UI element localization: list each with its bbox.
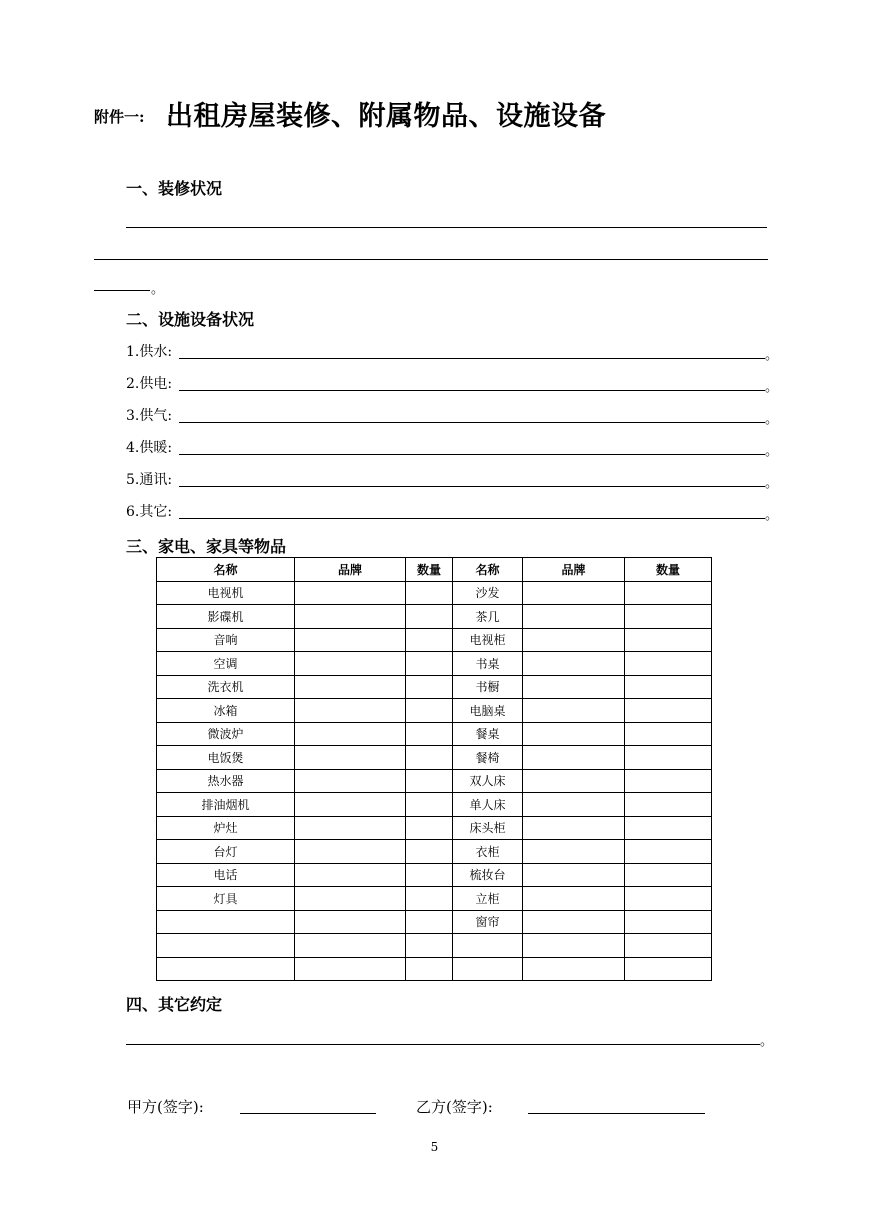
brand-cell[interactable] xyxy=(295,605,406,629)
facility-input-line[interactable] xyxy=(179,358,765,359)
quantity-cell[interactable] xyxy=(625,816,712,840)
quantity-cell[interactable] xyxy=(625,722,712,746)
table-row xyxy=(157,746,712,770)
table-row xyxy=(157,699,712,723)
table-row xyxy=(157,957,712,981)
item-name-cell xyxy=(157,934,295,958)
other-heading: 四、其它约定 xyxy=(126,995,223,1014)
quantity-cell[interactable] xyxy=(406,910,453,934)
facility-input-line[interactable] xyxy=(179,486,765,487)
column-header: 名称 xyxy=(453,558,523,582)
brand-cell[interactable] xyxy=(523,769,625,793)
facility-end-mark: 。 xyxy=(765,380,779,395)
item-name-cell: 洗衣机 xyxy=(157,675,295,699)
brand-cell[interactable] xyxy=(523,652,625,676)
item-name-cell: 微波炉 xyxy=(157,722,295,746)
brand-cell[interactable] xyxy=(295,675,406,699)
brand-cell[interactable] xyxy=(523,793,625,817)
facility-label: 4.供暖: xyxy=(126,440,173,456)
item-name-cell: 冰箱 xyxy=(157,699,295,723)
item-name-cell: 电脑桌 xyxy=(453,699,523,723)
other-end-mark: 。 xyxy=(760,1034,774,1049)
quantity-cell[interactable] xyxy=(625,628,712,652)
decoration-line-1[interactable] xyxy=(126,227,767,228)
quantity-cell[interactable] xyxy=(625,934,712,958)
decoration-line-2[interactable] xyxy=(94,259,768,260)
facility-label: 6.其它: xyxy=(126,504,173,520)
brand-cell[interactable] xyxy=(295,840,406,864)
column-header: 数量 xyxy=(625,558,712,582)
decoration-line-3[interactable] xyxy=(94,290,150,291)
facility-label: 2.供电: xyxy=(126,376,173,392)
quantity-cell[interactable] xyxy=(625,910,712,934)
brand-cell[interactable] xyxy=(295,910,406,934)
brand-cell[interactable] xyxy=(523,746,625,770)
quantity-cell[interactable] xyxy=(625,605,712,629)
item-name-cell: 单人床 xyxy=(453,793,523,817)
item-name-cell: 电视机 xyxy=(157,581,295,605)
item-name-cell xyxy=(157,957,295,981)
column-header: 名称 xyxy=(157,558,295,582)
party-b-label: 乙方(签字): xyxy=(416,1098,493,1116)
item-name-cell: 电饭煲 xyxy=(157,746,295,770)
facility-input-line[interactable] xyxy=(179,454,765,455)
brand-cell[interactable] xyxy=(523,699,625,723)
item-name-cell xyxy=(453,957,523,981)
quantity-cell[interactable] xyxy=(406,957,453,981)
quantity-cell[interactable] xyxy=(625,581,712,605)
brand-cell[interactable] xyxy=(523,863,625,887)
party-b-signature-line[interactable] xyxy=(528,1113,705,1114)
quantity-cell[interactable] xyxy=(406,628,453,652)
brand-cell[interactable] xyxy=(523,605,625,629)
table-row xyxy=(157,934,712,958)
brand-cell[interactable] xyxy=(295,699,406,723)
table-row xyxy=(157,887,712,911)
item-name-cell: 热水器 xyxy=(157,769,295,793)
item-name-cell: 书桌 xyxy=(453,652,523,676)
title-prefix: 附件一: xyxy=(94,108,145,126)
item-name-cell: 衣柜 xyxy=(453,840,523,864)
appliances-heading: 三、家电、家具等物品 xyxy=(126,537,287,556)
table-row xyxy=(157,769,712,793)
facility-input-line[interactable] xyxy=(179,422,765,423)
quantity-cell[interactable] xyxy=(406,699,453,723)
brand-cell[interactable] xyxy=(523,957,625,981)
page-number: 5 xyxy=(430,1140,439,1154)
quantity-cell[interactable] xyxy=(625,957,712,981)
quantity-cell[interactable] xyxy=(406,769,453,793)
brand-cell[interactable] xyxy=(523,910,625,934)
facility-end-mark: 。 xyxy=(765,412,779,427)
quantity-cell[interactable] xyxy=(406,793,453,817)
table-row xyxy=(157,652,712,676)
quantity-cell[interactable] xyxy=(406,652,453,676)
item-name-cell xyxy=(157,910,295,934)
brand-cell[interactable] xyxy=(295,746,406,770)
party-a-signature-line[interactable] xyxy=(240,1113,376,1114)
quantity-cell[interactable] xyxy=(625,746,712,770)
brand-cell[interactable] xyxy=(523,816,625,840)
brand-cell[interactable] xyxy=(523,722,625,746)
page-title: 出租房屋装修、附属物品、设施设备 xyxy=(166,101,606,132)
quantity-cell[interactable] xyxy=(625,793,712,817)
facility-end-mark: 。 xyxy=(765,476,779,491)
brand-cell[interactable] xyxy=(295,581,406,605)
quantity-cell[interactable] xyxy=(625,699,712,723)
column-header: 品牌 xyxy=(295,558,406,582)
table-row xyxy=(157,628,712,652)
quantity-cell[interactable] xyxy=(625,675,712,699)
facility-label: 3.供气: xyxy=(126,408,173,424)
facility-end-mark: 。 xyxy=(765,508,779,523)
quantity-cell[interactable] xyxy=(406,675,453,699)
item-name-cell: 排油烟机 xyxy=(157,793,295,817)
item-name-cell: 台灯 xyxy=(157,840,295,864)
decoration-end-mark: 。 xyxy=(151,282,165,297)
table-row xyxy=(157,816,712,840)
column-header: 品牌 xyxy=(523,558,625,582)
brand-cell[interactable] xyxy=(295,863,406,887)
table-row xyxy=(157,581,712,605)
item-name-cell: 书橱 xyxy=(453,675,523,699)
brand-cell[interactable] xyxy=(523,628,625,652)
quantity-cell[interactable] xyxy=(625,887,712,911)
brand-cell[interactable] xyxy=(295,628,406,652)
table-row xyxy=(157,840,712,864)
brand-cell[interactable] xyxy=(295,816,406,840)
table-row xyxy=(157,910,712,934)
brand-cell[interactable] xyxy=(295,722,406,746)
quantity-cell[interactable] xyxy=(625,840,712,864)
brand-cell[interactable] xyxy=(523,934,625,958)
quantity-cell[interactable] xyxy=(625,769,712,793)
decoration-heading: 一、装修状况 xyxy=(126,179,223,198)
brand-cell[interactable] xyxy=(523,581,625,605)
item-name-cell: 梳妆台 xyxy=(453,863,523,887)
item-name-cell: 沙发 xyxy=(453,581,523,605)
quantity-cell[interactable] xyxy=(625,863,712,887)
table-body xyxy=(157,581,712,981)
item-name-cell: 空调 xyxy=(157,652,295,676)
item-name-cell: 立柜 xyxy=(453,887,523,911)
table-row xyxy=(157,605,712,629)
brand-cell[interactable] xyxy=(295,769,406,793)
quantity-cell[interactable] xyxy=(406,746,453,770)
item-name-cell: 灯具 xyxy=(157,887,295,911)
table-header-row xyxy=(157,558,712,582)
brand-cell[interactable] xyxy=(523,887,625,911)
quantity-cell[interactable] xyxy=(406,581,453,605)
table-row xyxy=(157,675,712,699)
item-name-cell: 双人床 xyxy=(453,769,523,793)
item-name-cell: 炉灶 xyxy=(157,816,295,840)
item-name-cell: 窗帘 xyxy=(453,910,523,934)
quantity-cell[interactable] xyxy=(406,887,453,911)
item-name-cell: 音响 xyxy=(157,628,295,652)
facility-end-mark: 。 xyxy=(765,444,779,459)
facility-input-line[interactable] xyxy=(179,518,765,519)
quantity-cell[interactable] xyxy=(406,605,453,629)
quantity-cell[interactable] xyxy=(406,934,453,958)
party-a-label: 甲方(签字): xyxy=(127,1098,204,1116)
quantity-cell[interactable] xyxy=(406,840,453,864)
item-name-cell: 床头柜 xyxy=(453,816,523,840)
quantity-cell[interactable] xyxy=(625,652,712,676)
table-row xyxy=(157,793,712,817)
facility-label: 5.通讯: xyxy=(126,472,173,488)
item-name-cell xyxy=(453,934,523,958)
brand-cell[interactable] xyxy=(295,934,406,958)
brand-cell[interactable] xyxy=(523,675,625,699)
quantity-cell[interactable] xyxy=(406,816,453,840)
item-name-cell: 餐椅 xyxy=(453,746,523,770)
item-name-cell: 茶几 xyxy=(453,605,523,629)
column-header: 数量 xyxy=(406,558,453,582)
facility-label: 1.供水: xyxy=(126,344,173,360)
item-name-cell: 电话 xyxy=(157,863,295,887)
brand-cell[interactable] xyxy=(295,957,406,981)
item-name-cell: 影碟机 xyxy=(157,605,295,629)
item-name-cell: 餐桌 xyxy=(453,722,523,746)
table-row xyxy=(157,722,712,746)
brand-cell[interactable] xyxy=(295,652,406,676)
facility-end-mark: 。 xyxy=(765,348,779,363)
brand-cell[interactable] xyxy=(523,840,625,864)
table-row xyxy=(157,863,712,887)
facilities-heading: 二、设施设备状况 xyxy=(126,310,255,329)
item-name-cell: 电视柜 xyxy=(453,628,523,652)
appliances-table xyxy=(156,557,712,981)
facility-input-line[interactable] xyxy=(179,390,765,391)
quantity-cell[interactable] xyxy=(406,863,453,887)
brand-cell[interactable] xyxy=(295,793,406,817)
quantity-cell[interactable] xyxy=(406,722,453,746)
brand-cell[interactable] xyxy=(295,887,406,911)
other-input-line[interactable] xyxy=(126,1044,760,1045)
